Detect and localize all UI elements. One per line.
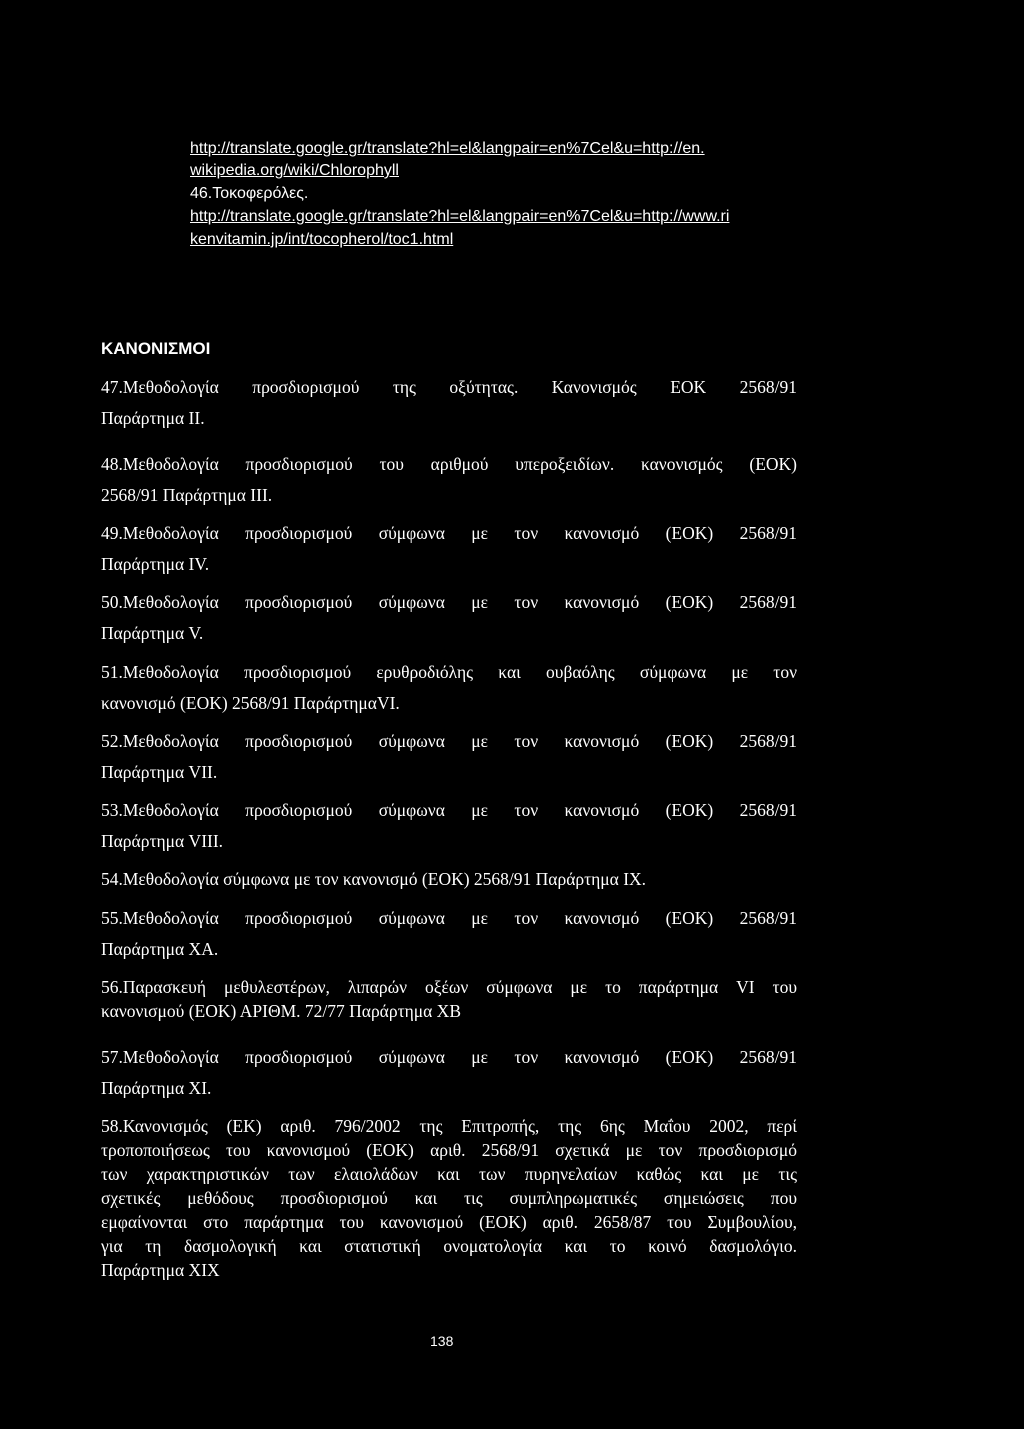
reference-line: 55.Μεθοδολογία προσδιορισμού σύμφωνα με τον κανονισμό (ΕΟΚ) 2568/91 bbox=[101, 908, 797, 928]
page-number: 138 bbox=[430, 1333, 454, 1349]
reference-line: τροποποιήσεως του κανονισμού (ΕΟΚ) αριθ. 2568/91 σχετικά με τον προσδιορισμό bbox=[101, 1140, 797, 1160]
reference-line: Παράρτημα VIII. bbox=[101, 831, 224, 851]
reference-line: Παράρτημα IV. bbox=[101, 554, 210, 574]
reference-line: 54.Μεθοδολογία σύμφωνα με τον κανονισμό (ΕΟΚ) 2568/91 Παράρτημα IX. bbox=[101, 869, 647, 889]
reference-line: 53.Μεθοδολογία προσδιορισμού σύμφωνα με τον κανονισμό (ΕΟΚ) 2568/91 bbox=[101, 800, 797, 820]
reference-line: 49.Μεθοδολογία προσδιορισμού σύμφωνα με τον κανονισμό (ΕΟΚ) 2568/91 bbox=[101, 523, 797, 543]
reference-line: 56.Παρασκευή μεθυλεστέρων, λιπαρών οξέων σύμφωνα με το παράρτημα VI του bbox=[101, 977, 797, 997]
reference-line: Παράρτημα XI. bbox=[101, 1078, 212, 1098]
reference-line: Παράρτημα II. bbox=[101, 408, 205, 428]
reference-url-line[interactable]: kenvitamin.jp/int/tocopherol/toc1.html bbox=[190, 231, 454, 248]
section-heading: ΚΑΝΟΝΙΣΜΟΙ bbox=[101, 339, 211, 358]
reference-url-line[interactable]: wikipedia.org/wiki/Chlorophyll bbox=[190, 162, 399, 179]
reference-line: 48.Μεθοδολογία προσδιορισμού του αριθμού υπεροξειδίων. κανονισμός (ΕΟΚ) bbox=[101, 454, 797, 474]
reference-line: 50.Μεθοδολογία προσδιορισμού σύμφωνα με τον κανονισμό (ΕΟΚ) 2568/91 bbox=[101, 592, 797, 612]
reference-line: 2568/91 Παράρτημα III. bbox=[101, 485, 273, 505]
reference-line: Παράρτημα VII. bbox=[101, 762, 218, 782]
reference-line: κανονισμό (ΕΟΚ) 2568/91 ΠαράρτημαVI. bbox=[101, 693, 400, 713]
reference-line: σχετικές μεθόδους προσδιορισμού και τις συμπληρωματικές σημειώσεις που bbox=[101, 1188, 797, 1208]
reference-line: 57.Μεθοδολογία προσδιορισμού σύμφωνα με τον κανονισμό (ΕΟΚ) 2568/91 bbox=[101, 1047, 797, 1067]
reference-line: 51.Μεθοδολογία προσδιορισμού ερυθροδιόλης και ουβαόλης σύμφωνα με τον bbox=[101, 662, 797, 682]
reference-line: για τη δασμολογική και στατιστική ονοματολογία και το κοινό δασμολόγιο. bbox=[101, 1236, 797, 1256]
reference-title-line: 46.Τοκοφερόλες. bbox=[190, 185, 309, 202]
reference-line: κανονισμού (ΕΟΚ) ΑΡΙΘΜ. 72/77 Παράρτημα ΧΒ bbox=[101, 1001, 461, 1021]
reference-line: 47.Μεθοδολογία προσδιορισμού της οξύτητας. Κανονισμός ΕΟΚ 2568/91 bbox=[101, 377, 797, 397]
reference-line: 52.Μεθοδολογία προσδιορισμού σύμφωνα με τον κανονισμό (ΕΟΚ) 2568/91 bbox=[101, 731, 797, 751]
reference-line: εμφαίνονται στο παράρτημα του κανονισμού (ΕΟΚ) αριθ. 2658/87 του Συμβουλίου, bbox=[101, 1212, 797, 1232]
reference-line: Παράρτημα XIX bbox=[101, 1260, 220, 1280]
reference-line: 58.Κανονισμός (ΕΚ) αριθ. 796/2002 της Επιτροπής, της 6ης Μαΐου 2002, περί bbox=[101, 1116, 797, 1136]
reference-url-line[interactable]: http://translate.google.gr/translate?hl=el&langpair=en%7Cel&u=http://en. bbox=[190, 140, 705, 157]
reference-url-line[interactable]: http://translate.google.gr/translate?hl=el&langpair=en%7Cel&u=http://www.ri bbox=[190, 208, 730, 225]
reference-line: Παράρτημα V. bbox=[101, 623, 204, 643]
reference-line: Παράρτημα ΧΑ. bbox=[101, 939, 219, 959]
reference-line: των χαρακτηριστικών των ελαιολάδων και των πυρηνελαίων καθώς και με τις bbox=[101, 1164, 797, 1184]
